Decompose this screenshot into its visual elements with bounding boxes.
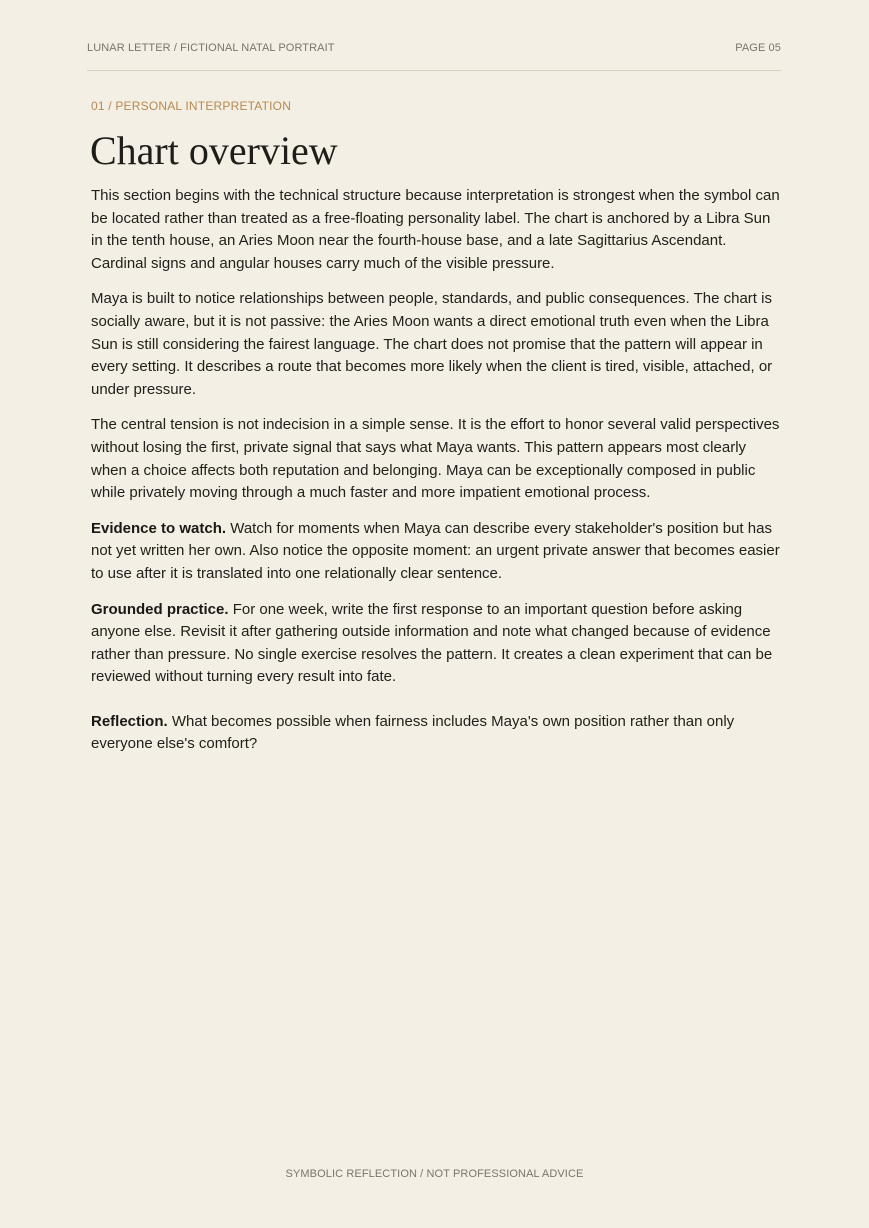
practice-label: Grounded practice. [91, 600, 229, 618]
paragraph-central-tension: The central tension is not indecision in a simple sense. It is the effort to honor several valid perspectives without losing the first, private signal that says what Maya wants. This pattern appears most clearly when a choice affects both reputation and belonging. Maya can be exceptionally composed in public while privately moving through a much faster and more impatient emotional process. [91, 416, 780, 502]
paragraph-structure: This section begins with the technical structure because interpretation is strongest when the symbol can be located rather than treated as a free-floating personality label. The chart is anchored by a Libra Sun in the tenth house, an Aries Moon near the fourth-house base, and a late Sagittarius Ascendant. Cardinal signs and angular houses carry much of the visible pressure. [91, 187, 780, 272]
paragraph-relationships: Maya is built to notice relationships between people, standards, and public consequences. The chart is socially aware, but it is not passive: the Aries Moon wants a direct emotional truth even when the Libra Sun is still considering the fairest language. The chart does not promise that the pattern will appear in every setting. It describes a route that becomes more likely when the client is tired, visible, attached, or under pressure. [91, 290, 773, 398]
paragraph-evidence [91, 518, 783, 586]
reflection-label: Reflection. [91, 712, 168, 730]
body-text [91, 185, 783, 769]
section-kicker: 01 / PERSONAL INTERPRETATION [91, 99, 292, 113]
practice-text: For one week, write the first response to an important question before asking anyone else. Revisit it after gathering outside information and note what changed because of evidence rather than pressure. No single exercise resolves the pattern. It creates a clean experiment that can be reviewed without turning every result into fate. [91, 600, 773, 686]
page-footer: SYMBOLIC REFLECTION / NOT PROFESSIONAL ADVICE [285, 1168, 584, 1180]
header-publication-title: LUNAR LETTER / FICTIONAL NATAL PORTRAIT [87, 42, 335, 54]
evidence-text: Watch for moments when Maya can describe every stakeholder's position but has not yet written her own. Also notice the opposite moment: an urgent private answer that becomes easier to use after it is translated into one relationally clear sentence. [91, 519, 780, 582]
paragraph-practice [91, 599, 783, 689]
evidence-label: Evidence to watch. [91, 519, 227, 537]
page-header [87, 42, 781, 71]
page-title: Chart overview [90, 128, 338, 173]
paragraph-reflection [91, 711, 783, 756]
reflection-text: What becomes possible when fairness includes Maya's own position rather than only everyone else's comfort? [91, 712, 735, 753]
header-page-number: PAGE 05 [735, 42, 781, 54]
